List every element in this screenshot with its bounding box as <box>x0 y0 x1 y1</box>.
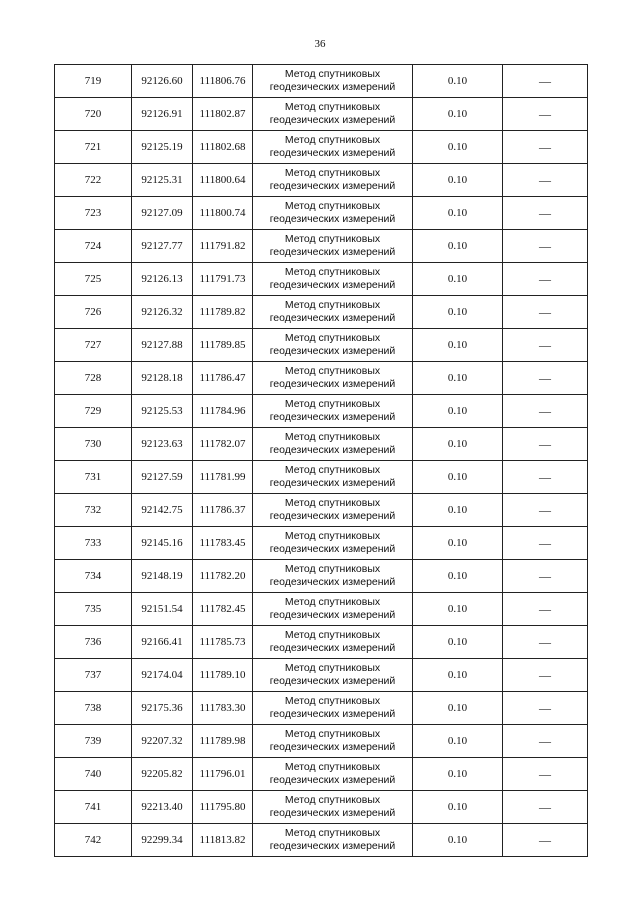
y-coordinate-cell: 111802.68 <box>193 131 253 164</box>
method-cell <box>253 263 413 296</box>
point-number-cell: 734 <box>55 560 132 593</box>
method-cell <box>253 626 413 659</box>
note-cell: — <box>503 131 588 164</box>
method-line-2: геодезических измерений <box>269 279 396 291</box>
note-cell: — <box>503 725 588 758</box>
accuracy-cell: 0.10 <box>413 461 503 494</box>
method-line-2: геодезических измерений <box>269 510 396 522</box>
x-coordinate-cell: 92127.09 <box>132 197 193 230</box>
y-coordinate-cell: 111789.10 <box>193 659 253 692</box>
x-coordinate-cell: 92175.36 <box>132 692 193 725</box>
point-number-cell: 737 <box>55 659 132 692</box>
accuracy-cell: 0.10 <box>413 791 503 824</box>
y-coordinate-cell: 111791.73 <box>193 263 253 296</box>
point-number-cell: 740 <box>55 758 132 791</box>
y-coordinate-cell: 111806.76 <box>193 65 253 98</box>
x-coordinate-cell: 92148.19 <box>132 560 193 593</box>
x-coordinate-cell: 92299.34 <box>132 824 193 857</box>
note-cell: — <box>503 395 588 428</box>
table-row <box>55 98 588 131</box>
method-line-1: Метод спутниковых <box>284 200 381 212</box>
x-coordinate-cell: 92125.19 <box>132 131 193 164</box>
note-cell: — <box>503 428 588 461</box>
method-line-1: Метод спутниковых <box>284 794 381 806</box>
note-cell: — <box>503 791 588 824</box>
method-line-2: геодезических измерений <box>269 774 396 786</box>
x-coordinate-cell: 92126.60 <box>132 65 193 98</box>
table-row <box>55 791 588 824</box>
coordinates-table <box>54 64 588 857</box>
note-cell: — <box>503 65 588 98</box>
method-cell <box>253 362 413 395</box>
x-coordinate-cell: 92166.41 <box>132 626 193 659</box>
table-row <box>55 230 588 263</box>
accuracy-cell: 0.10 <box>413 725 503 758</box>
x-coordinate-cell: 92142.75 <box>132 494 193 527</box>
method-line-2: геодезических измерений <box>269 576 396 588</box>
accuracy-cell: 0.10 <box>413 230 503 263</box>
point-number-cell: 741 <box>55 791 132 824</box>
point-number-cell: 742 <box>55 824 132 857</box>
page-number: 36 <box>314 38 326 50</box>
y-coordinate-cell: 111782.20 <box>193 560 253 593</box>
method-line-2: геодезических измерений <box>269 675 396 687</box>
method-cell <box>253 659 413 692</box>
method-cell <box>253 725 413 758</box>
note-cell: — <box>503 164 588 197</box>
method-line-1: Метод спутниковых <box>284 563 381 575</box>
method-line-2: геодезических измерений <box>269 213 396 225</box>
y-coordinate-cell: 111783.30 <box>193 692 253 725</box>
method-line-1: Метод спутниковых <box>284 827 381 839</box>
method-line-1: Метод спутниковых <box>284 167 381 179</box>
method-line-1: Метод спутниковых <box>284 497 381 509</box>
x-coordinate-cell: 92127.77 <box>132 230 193 263</box>
note-cell: — <box>503 527 588 560</box>
method-line-1: Метод спутниковых <box>284 761 381 773</box>
accuracy-cell: 0.10 <box>413 527 503 560</box>
point-number-cell: 739 <box>55 725 132 758</box>
x-coordinate-cell: 92174.04 <box>132 659 193 692</box>
accuracy-cell: 0.10 <box>413 560 503 593</box>
method-cell <box>253 65 413 98</box>
method-line-1: Метод спутниковых <box>284 629 381 641</box>
point-number-cell: 721 <box>55 131 132 164</box>
x-coordinate-cell: 92128.18 <box>132 362 193 395</box>
method-cell <box>253 98 413 131</box>
method-cell <box>253 791 413 824</box>
accuracy-cell: 0.10 <box>413 428 503 461</box>
method-cell <box>253 758 413 791</box>
method-line-2: геодезических измерений <box>269 81 396 93</box>
y-coordinate-cell: 111789.85 <box>193 329 253 362</box>
point-number-cell: 725 <box>55 263 132 296</box>
point-number-cell: 738 <box>55 692 132 725</box>
method-cell <box>253 527 413 560</box>
y-coordinate-cell: 111813.82 <box>193 824 253 857</box>
method-cell <box>253 395 413 428</box>
x-coordinate-cell: 92213.40 <box>132 791 193 824</box>
table-body <box>55 65 588 857</box>
point-number-cell: 727 <box>55 329 132 362</box>
note-cell: — <box>503 692 588 725</box>
point-number-cell: 724 <box>55 230 132 263</box>
x-coordinate-cell: 92127.59 <box>132 461 193 494</box>
note-cell: — <box>503 263 588 296</box>
table-row <box>55 461 588 494</box>
point-number-cell: 730 <box>55 428 132 461</box>
method-line-1: Метод спутниковых <box>284 299 381 311</box>
note-cell: — <box>503 461 588 494</box>
method-line-2: геодезических измерений <box>269 609 396 621</box>
point-number-cell: 720 <box>55 98 132 131</box>
method-line-2: геодезических измерений <box>269 807 396 819</box>
table-row <box>55 824 588 857</box>
y-coordinate-cell: 111795.80 <box>193 791 253 824</box>
method-line-1: Метод спутниковых <box>284 530 381 542</box>
method-cell <box>253 230 413 263</box>
accuracy-cell: 0.10 <box>413 131 503 164</box>
method-cell <box>253 494 413 527</box>
y-coordinate-cell: 111783.45 <box>193 527 253 560</box>
y-coordinate-cell: 111789.82 <box>193 296 253 329</box>
method-line-1: Метод спутниковых <box>284 68 381 80</box>
table-row <box>55 560 588 593</box>
accuracy-cell: 0.10 <box>413 197 503 230</box>
accuracy-cell: 0.10 <box>413 758 503 791</box>
note-cell: — <box>503 560 588 593</box>
accuracy-cell: 0.10 <box>413 65 503 98</box>
method-line-1: Метод спутниковых <box>284 728 381 740</box>
y-coordinate-cell: 111800.64 <box>193 164 253 197</box>
method-line-2: геодезических измерений <box>269 312 396 324</box>
method-line-2: геодезических измерений <box>269 378 396 390</box>
point-number-cell: 728 <box>55 362 132 395</box>
note-cell: — <box>503 197 588 230</box>
table-row <box>55 593 588 626</box>
accuracy-cell: 0.10 <box>413 395 503 428</box>
point-number-cell: 731 <box>55 461 132 494</box>
note-cell: — <box>503 659 588 692</box>
method-cell <box>253 428 413 461</box>
method-line-1: Метод спутниковых <box>284 134 381 146</box>
method-line-1: Метод спутниковых <box>284 662 381 674</box>
note-cell: — <box>503 362 588 395</box>
method-line-2: геодезических измерений <box>269 840 396 852</box>
accuracy-cell: 0.10 <box>413 362 503 395</box>
x-coordinate-cell: 92123.63 <box>132 428 193 461</box>
table-row <box>55 428 588 461</box>
table-row <box>55 263 588 296</box>
table-row <box>55 527 588 560</box>
table-row <box>55 659 588 692</box>
method-cell <box>253 593 413 626</box>
method-line-2: геодезических измерений <box>269 444 396 456</box>
y-coordinate-cell: 111791.82 <box>193 230 253 263</box>
point-number-cell: 735 <box>55 593 132 626</box>
accuracy-cell: 0.10 <box>413 98 503 131</box>
table-row <box>55 692 588 725</box>
method-line-2: геодезических измерений <box>269 477 396 489</box>
note-cell: — <box>503 593 588 626</box>
point-number-cell: 719 <box>55 65 132 98</box>
x-coordinate-cell: 92151.54 <box>132 593 193 626</box>
method-cell <box>253 131 413 164</box>
accuracy-cell: 0.10 <box>413 626 503 659</box>
method-line-1: Метод спутниковых <box>284 695 381 707</box>
note-cell: — <box>503 494 588 527</box>
x-coordinate-cell: 92126.91 <box>132 98 193 131</box>
x-coordinate-cell: 92125.53 <box>132 395 193 428</box>
note-cell: — <box>503 296 588 329</box>
method-line-1: Метод спутниковых <box>284 332 381 344</box>
point-number-cell: 729 <box>55 395 132 428</box>
y-coordinate-cell: 111785.73 <box>193 626 253 659</box>
point-number-cell: 732 <box>55 494 132 527</box>
x-coordinate-cell: 92126.13 <box>132 263 193 296</box>
y-coordinate-cell: 111782.45 <box>193 593 253 626</box>
table-row <box>55 296 588 329</box>
table-row <box>55 197 588 230</box>
method-line-2: геодезических измерений <box>269 642 396 654</box>
y-coordinate-cell: 111786.37 <box>193 494 253 527</box>
y-coordinate-cell: 111786.47 <box>193 362 253 395</box>
accuracy-cell: 0.10 <box>413 329 503 362</box>
method-line-2: геодезических измерений <box>269 411 396 423</box>
method-line-1: Метод спутниковых <box>284 266 381 278</box>
note-cell: — <box>503 626 588 659</box>
accuracy-cell: 0.10 <box>413 659 503 692</box>
table-row <box>55 494 588 527</box>
method-line-1: Метод спутниковых <box>284 365 381 377</box>
y-coordinate-cell: 111796.01 <box>193 758 253 791</box>
table-row <box>55 164 588 197</box>
accuracy-cell: 0.10 <box>413 593 503 626</box>
method-line-1: Метод спутниковых <box>284 101 381 113</box>
table-row <box>55 626 588 659</box>
method-line-1: Метод спутниковых <box>284 398 381 410</box>
accuracy-cell: 0.10 <box>413 164 503 197</box>
method-line-2: геодезических измерений <box>269 147 396 159</box>
method-cell <box>253 296 413 329</box>
method-line-1: Метод спутниковых <box>284 233 381 245</box>
x-coordinate-cell: 92127.88 <box>132 329 193 362</box>
method-cell <box>253 692 413 725</box>
table-row <box>55 725 588 758</box>
note-cell: — <box>503 758 588 791</box>
method-line-2: геодезических измерений <box>269 114 396 126</box>
y-coordinate-cell: 111789.98 <box>193 725 253 758</box>
x-coordinate-cell: 92126.32 <box>132 296 193 329</box>
note-cell: — <box>503 824 588 857</box>
y-coordinate-cell: 111800.74 <box>193 197 253 230</box>
note-cell: — <box>503 98 588 131</box>
method-cell <box>253 824 413 857</box>
method-line-2: геодезических измерений <box>269 741 396 753</box>
method-line-2: геодезических измерений <box>269 708 396 720</box>
table-row <box>55 131 588 164</box>
table-row <box>55 65 588 98</box>
point-number-cell: 726 <box>55 296 132 329</box>
method-cell <box>253 329 413 362</box>
table-row <box>55 395 588 428</box>
method-line-2: геодезических измерений <box>269 180 396 192</box>
method-cell <box>253 560 413 593</box>
method-line-1: Метод спутниковых <box>284 431 381 443</box>
y-coordinate-cell: 111802.87 <box>193 98 253 131</box>
accuracy-cell: 0.10 <box>413 494 503 527</box>
note-cell: — <box>503 329 588 362</box>
x-coordinate-cell: 92205.82 <box>132 758 193 791</box>
note-cell: — <box>503 230 588 263</box>
y-coordinate-cell: 111784.96 <box>193 395 253 428</box>
x-coordinate-cell: 92125.31 <box>132 164 193 197</box>
accuracy-cell: 0.10 <box>413 824 503 857</box>
method-line-2: геодезических измерений <box>269 246 396 258</box>
table-row <box>55 329 588 362</box>
table-row <box>55 758 588 791</box>
point-number-cell: 722 <box>55 164 132 197</box>
point-number-cell: 723 <box>55 197 132 230</box>
method-line-2: геодезических измерений <box>269 345 396 357</box>
accuracy-cell: 0.10 <box>413 263 503 296</box>
method-line-2: геодезических измерений <box>269 543 396 555</box>
table-row <box>55 362 588 395</box>
point-number-cell: 733 <box>55 527 132 560</box>
method-cell <box>253 461 413 494</box>
method-cell <box>253 197 413 230</box>
method-line-1: Метод спутниковых <box>284 464 381 476</box>
accuracy-cell: 0.10 <box>413 296 503 329</box>
x-coordinate-cell: 92207.32 <box>132 725 193 758</box>
y-coordinate-cell: 111782.07 <box>193 428 253 461</box>
y-coordinate-cell: 111781.99 <box>193 461 253 494</box>
accuracy-cell: 0.10 <box>413 692 503 725</box>
method-cell <box>253 164 413 197</box>
method-line-1: Метод спутниковых <box>284 596 381 608</box>
point-number-cell: 736 <box>55 626 132 659</box>
x-coordinate-cell: 92145.16 <box>132 527 193 560</box>
